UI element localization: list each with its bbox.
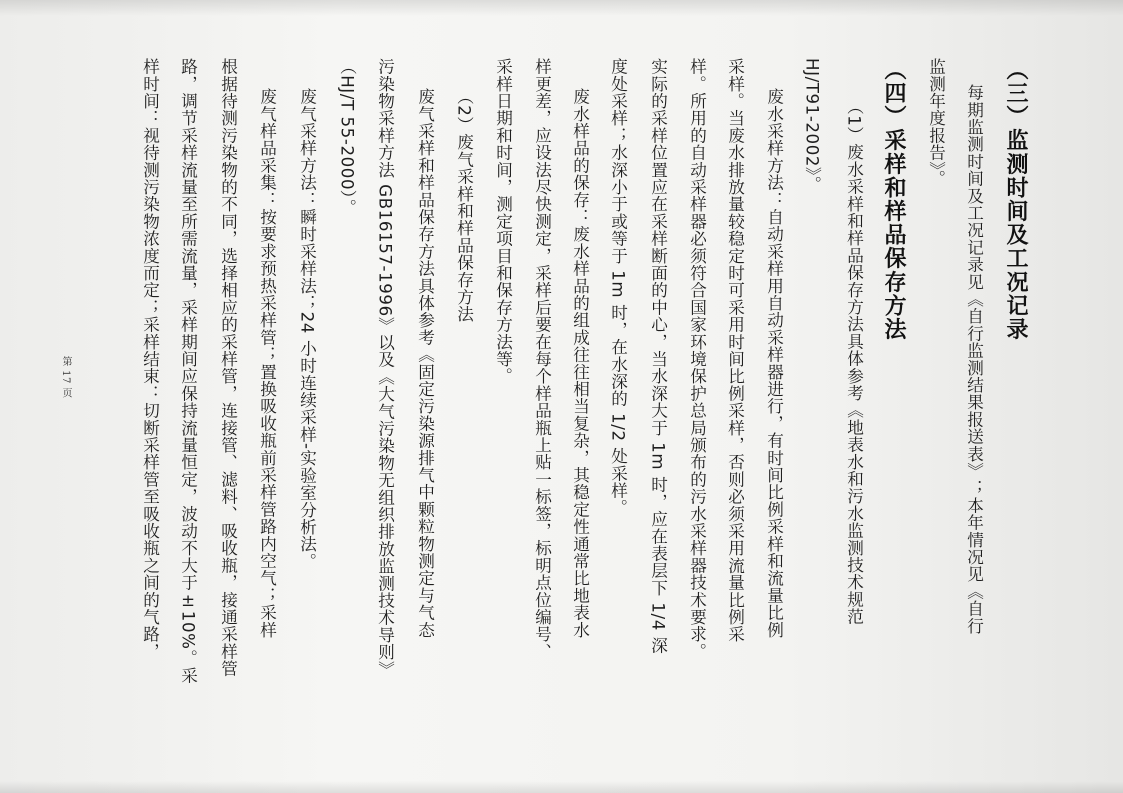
section-heading-monitoring-time: （三）监测时间及工况记录 [1003,58,1028,342]
scan-shadow-bottom [0,781,1123,793]
text-line: 度处采样；水深小于或等于 1m 时，在水深的 1/2 处采样。 [608,58,628,517]
text-line: 污染物采样方法 GB16157-1996》以及《大气污染物无组织排放监测技术导则》 [375,58,395,678]
text-line: 样时间：视待测污染物浓度而定；采样结束：切断采样管至吸收瓶之间的气路， [140,58,160,660]
scan-shadow-top [0,0,1123,16]
text-line: 废水样品的保存：废水样品的组成往往相当复杂，其稳定性通常比地表水 [570,88,590,639]
text-line: 废气样品采集：按要求预热采样管；置换吸收瓶前采样管路内空气；采样 [257,88,277,639]
text-line: 路，调节采样流量至所需流量，采样期间应保持流量恒定，波动不大于±10%。采 [178,58,198,684]
text-line: 废气采样和样品保存方法具体参考《固定污染源排气中颗粒物测定与气态 [415,88,435,639]
text-line: 采样。当废水排放量较稳定时可采用时间比例采样，否则必须采用流量比例采 [725,58,745,643]
section-heading-sampling-methods: （四）采样和样品保存方法 [881,58,906,342]
text-line: 废气采样方法：瞬时采样法；24 小时连续采样-实验室分析法。 [297,88,317,570]
subsection-heading-exhaust-gas: （2）废气采样和样品保存方法 [454,88,474,323]
text-line: 监测年度报告》。 [926,58,946,188]
text-line: （1）废水采样和样品保存方法具体参考《地表水和污水监测技术规范 [844,98,864,626]
text-line: 实际的采样位置应在采样断面的中心，当水深大于 1m 时，应在表层下 1/4 深 [648,58,668,654]
text-line: 样。所用的自动采样器必须符合国家环境保护总局颁布的污水采样器技术要求。 [687,58,707,660]
text-line: 采样日期和时间，测定项目和保存方法等。 [493,58,513,385]
text-line: 每期监测时间及工况记录见《自行监测结果报送表》；本年情况见《自行 [964,84,984,635]
text-line: HJ/T91-2002》。 [802,58,822,194]
page-number: 第 17 页 [60,356,71,399]
text-line: （HJ/T 55-2000）。 [337,58,357,217]
text-line: 废水采样方法：自动采样用自动采样器进行，有时间比例采样和流量比例 [764,88,784,639]
text-line: 样更差，应设法尽快测定，采样后要在每个样品瓶上贴一标签，标明点位编号、 [532,58,552,660]
text-line: 根据待测污染物的不同，选择相应的采样管，连接管、滤料、吸收瓶，接通采样管 [218,58,238,678]
